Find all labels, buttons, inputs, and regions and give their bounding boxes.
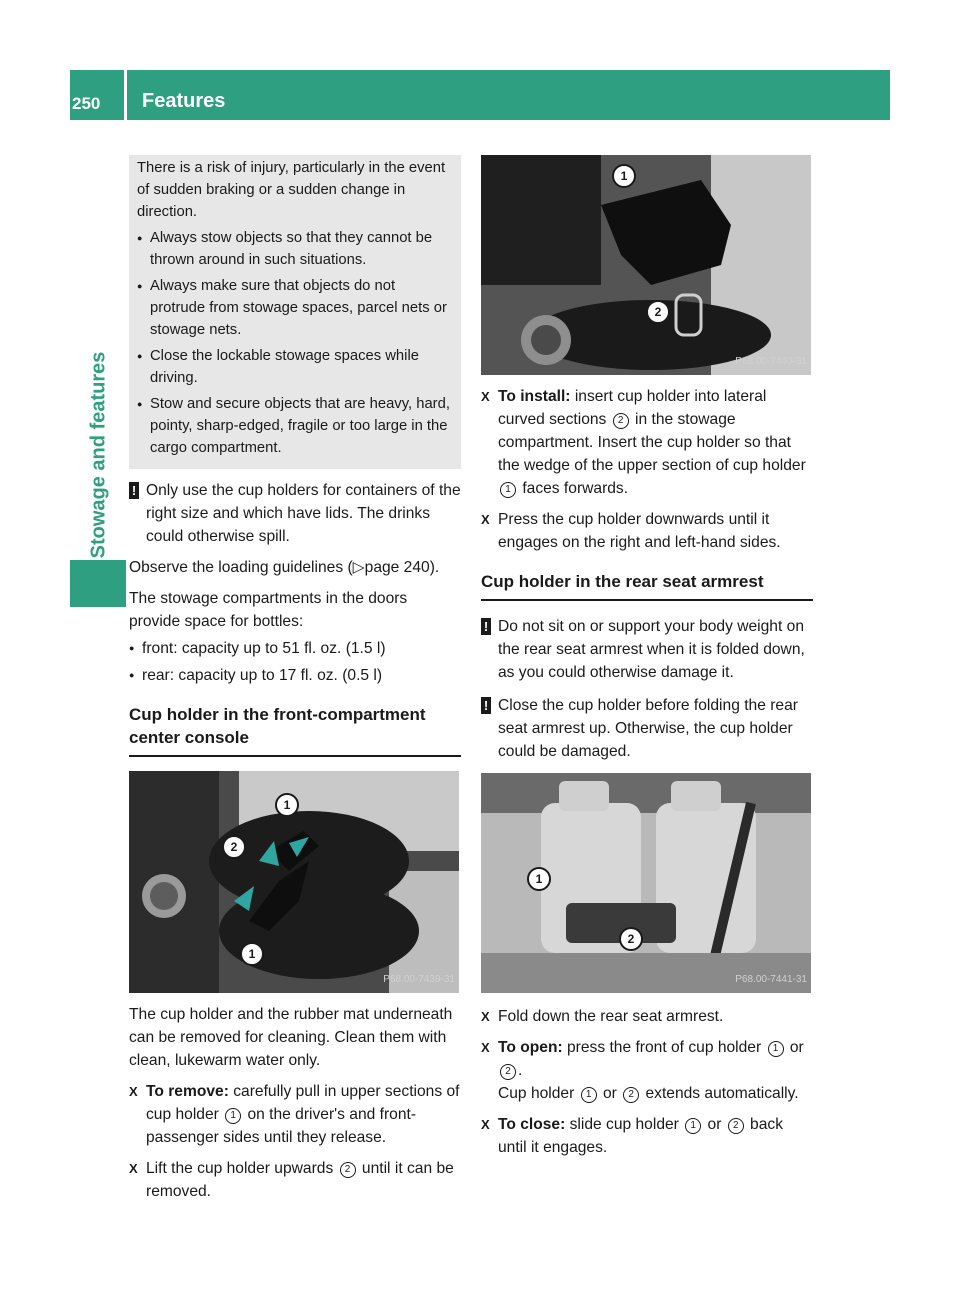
page-ref-link[interactable]: page 240).: [364, 559, 440, 576]
front-console-photo: [129, 771, 459, 993]
callout-ref-1: 1: [685, 1118, 701, 1134]
header-divider: [124, 70, 127, 120]
page-ref-arrow-icon: ▷: [352, 559, 365, 576]
step-marker-icon: X: [481, 1009, 490, 1024]
callout-1: 1: [612, 164, 636, 188]
step-text: or: [598, 1085, 622, 1102]
warning-bullet: ● Always make sure that objects do not protrude from stowage spaces, parcel nets or stowage nets.: [137, 275, 453, 341]
note-text: Close the cup holder before folding the rear seat armrest up. Otherwise, the cup holder could be damaged.: [498, 697, 798, 760]
step-marker-icon: X: [481, 1117, 490, 1132]
install-step: [481, 385, 813, 500]
lift-step: [129, 1157, 461, 1203]
step-label: To open:: [498, 1039, 563, 1056]
chapter-tab-label: Stowage and features: [87, 351, 110, 559]
loading-text: Observe the loading guidelines (: [129, 559, 353, 576]
callout-ref-2: 2: [623, 1087, 639, 1103]
callout-1: 1: [240, 942, 264, 966]
step-text: insert cup holder into lateral curved sections: [498, 388, 767, 428]
section-title: Features: [142, 90, 226, 112]
chapter-tab-marker: [70, 560, 126, 607]
callout-ref-1: 1: [768, 1041, 784, 1057]
cleaning-text: The cup holder and the rubber mat underneath can be removed for cleaning. Clean them with clean, lukewarm water only.: [129, 1006, 453, 1069]
fold-down-step: [481, 1005, 813, 1028]
warning-intro: There is a risk of injury, particularly in the event of sudden braking or a sudden change in direction.: [137, 160, 446, 220]
step-marker-icon: X: [129, 1084, 138, 1099]
cup-holder-install-illustration: [481, 155, 811, 375]
step-text: Cup holder: [498, 1085, 579, 1102]
step-text: Press the cup holder downwards until it engages on the right and left-hand sides.: [498, 511, 781, 551]
step-text: faces forwards.: [518, 480, 629, 497]
note-text: Do not sit on or support your body weight on the rear seat armrest when it is folded down, as you could otherwise damage it.: [498, 618, 805, 681]
warning-bullet: ● Stow and secure objects that are heavy, hard, pointy, sharp-edged, fragile or too large in the cargo compartment.: [137, 393, 453, 459]
step-text: or: [703, 1116, 726, 1133]
step-text: or: [785, 1039, 804, 1056]
callout-ref-2: 2: [340, 1162, 356, 1178]
step-label: To remove:: [146, 1083, 229, 1100]
step-marker-icon: X: [129, 1161, 138, 1176]
step-text: extends automatically.: [641, 1085, 799, 1102]
warning-icon: !: [481, 618, 491, 635]
step-text: .: [518, 1062, 523, 1079]
step-text: press the front of cup holder: [562, 1039, 766, 1056]
callout-ref-2: 2: [613, 413, 629, 429]
bottle-list: [129, 637, 461, 687]
page-number: 250: [72, 94, 101, 113]
rear-cup-holder-heading: Cup holder in the rear seat armrest: [481, 570, 813, 601]
callout-1: 1: [527, 867, 551, 891]
callout-ref-1: 1: [581, 1087, 597, 1103]
bottle-bullet: ● front: capacity up to 51 fl. oz. (1.5 l): [129, 637, 461, 660]
step-text: on the driver's and front-passenger sides until they release.: [146, 1106, 417, 1146]
callout-2: 2: [619, 927, 643, 951]
open-step: [481, 1036, 813, 1105]
callout-ref-2: 2: [500, 1064, 516, 1080]
warning-bullet: ● Close the lockable stowage spaces while driving.: [137, 345, 453, 389]
image-code: P68.00-7440-31: [735, 356, 807, 367]
step-marker-icon: X: [481, 389, 490, 404]
rear-armrest-photo: [481, 773, 811, 993]
callout-1: 1: [275, 793, 299, 817]
callout-2: 2: [646, 300, 670, 324]
note-text: Only use the cup holders for containers of the right size and which have lids. The drinks could otherwise spill.: [146, 482, 461, 545]
loading-guidelines: [129, 556, 461, 579]
step-text: slide cup holder: [565, 1116, 684, 1133]
warning-icon: !: [481, 697, 491, 714]
callout-ref-1: 1: [225, 1108, 241, 1124]
callout-ref-1: 1: [500, 482, 516, 498]
callout-ref-2: 2: [728, 1118, 744, 1134]
step-label: To install:: [498, 388, 571, 405]
armrest-note: [481, 615, 813, 684]
warning-icon: !: [129, 482, 139, 499]
step-text: Fold down the rear seat armrest.: [498, 1008, 724, 1025]
warning-list: [137, 227, 453, 459]
step-text: back until it engages.: [498, 1116, 783, 1156]
step-marker-icon: X: [481, 512, 490, 527]
front-cup-holder-heading: Cup holder in the front-compartment center console: [129, 703, 461, 757]
step-marker-icon: X: [481, 1040, 490, 1055]
warning-box: [129, 155, 461, 469]
left-column: [129, 155, 461, 1211]
step-text: in the stowage compartment. Insert the cup holder so that the wedge of the upper section of cup holder: [498, 411, 806, 474]
image-code: P68.00-7441-31: [735, 974, 807, 985]
doors-intro: The stowage compartments in the doors provide space for bottles:: [129, 590, 408, 630]
step-text: until it can be removed.: [146, 1160, 454, 1200]
step-text: Lift the cup holder upwards: [146, 1160, 338, 1177]
remove-step: [129, 1080, 461, 1149]
bottle-bullet: ● rear: capacity up to 17 fl. oz. (0.5 l): [129, 664, 461, 687]
step-label: To close:: [498, 1116, 566, 1133]
close-step: [481, 1113, 813, 1159]
right-column: [481, 155, 813, 1167]
callout-2: 2: [222, 835, 246, 859]
press-step: [481, 508, 813, 554]
warning-bullet: ● Always stow objects so that they cannot be thrown around in such situations.: [137, 227, 453, 271]
damage-note: [129, 479, 461, 548]
fold-note: [481, 694, 813, 763]
image-code: P68.00-7439-31: [383, 974, 455, 985]
step-text: carefully pull in upper sections of cup holder: [146, 1083, 460, 1123]
cup-holder-install-photo: [481, 155, 811, 375]
